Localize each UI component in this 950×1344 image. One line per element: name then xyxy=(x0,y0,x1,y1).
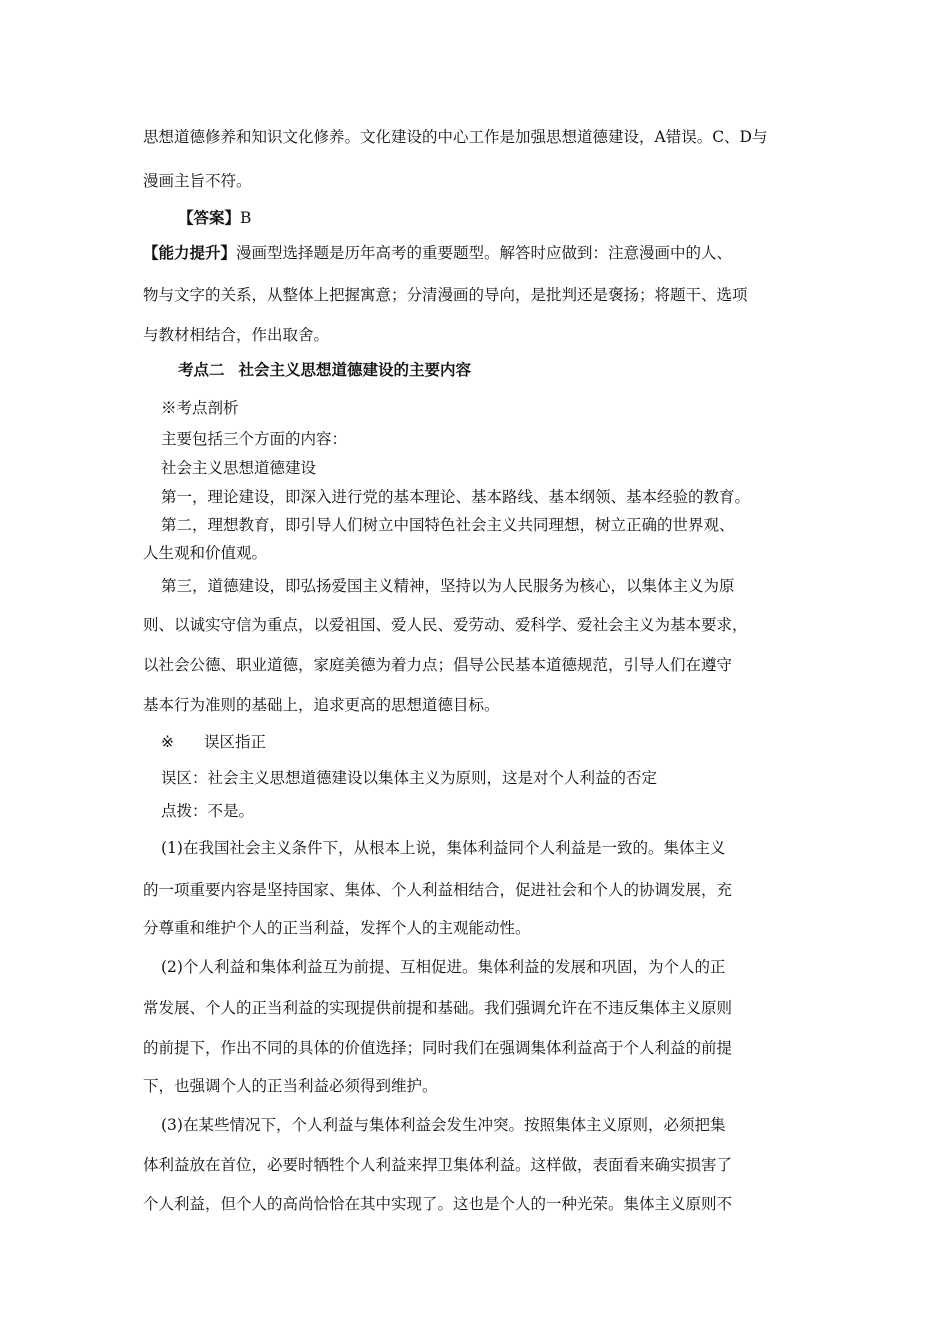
text-line: 个人利益，但个人的高尚恰恰在其中实现了。这也是个人的一种光荣。集体主义原则不 xyxy=(143,1195,733,1213)
text-line: 的前提下，作出不同的具体的价值选择；同时我们在强调集体利益高于个人利益的前提 xyxy=(143,1039,733,1057)
text-line: 常发展、个人的正当利益的实现提供前提和基础。我们强调允许在不违反集体主义原则 xyxy=(143,999,733,1017)
text-line: 思想道德修养和知识文化修养。文化建设的中心工作是加强思想道德建设，A错误。C、D与 xyxy=(143,128,768,146)
text-line: (3)在某些情况下，个人利益与集体利益会发生冲突。按照集体主义原则，必须把集 xyxy=(161,1116,726,1134)
text-line: 误区：社会主义思想道德建设以集体主义为原则，这是对个人利益的否定 xyxy=(161,769,658,787)
text-line: 以社会公德、职业道德，家庭美德为着力点；倡导公民基本道德规范，引导人们在遵守 xyxy=(143,656,733,674)
text-line: 第二，理想教育，即引导人们树立中国特色社会主义共同理想，树立正确的世界观、 xyxy=(161,516,735,534)
text-line: (1)在我国社会主义条件下，从根本上说，集体利益同个人利益是一致的。集体主义 xyxy=(161,839,726,857)
answer-line xyxy=(178,208,251,228)
text-line: 基本行为准则的基础上，追求更高的思想道德目标。 xyxy=(143,696,500,714)
mistake-heading xyxy=(161,732,266,752)
text-line: 物与文字的关系，从整体上把握寓意；分清漫画的导向，是批判还是褒扬；将题干、选项 xyxy=(143,286,748,304)
analysis-heading: ※考点剖析 xyxy=(161,399,239,417)
text-line: 则、以诚实守信为重点，以爱祖国、爱人民、爱劳动、爱科学、爱社会主义为基本要求， xyxy=(143,616,748,634)
text-line: 主要包括三个方面的内容： xyxy=(161,430,348,448)
text-line: 与教材相结合，作出取舍。 xyxy=(143,326,330,344)
text-line: 漫画主旨不符。 xyxy=(143,172,252,190)
section-heading xyxy=(178,360,471,380)
text-line: 体利益放在首位，必要时牺牲个人利益来捍卫集体利益。这样做，表面看来确实损害了 xyxy=(143,1156,733,1174)
text-line: 第一，理论建设，即深入进行党的基本理论、基本路线、基本纲领、基本经验的教育。 xyxy=(161,488,751,506)
text-line: 点拨：不是。 xyxy=(161,802,255,820)
text-line: 的一项重要内容是坚持国家、集体、个人利益相结合，促进社会和个人的协调发展，充 xyxy=(143,881,733,899)
text-line: 分尊重和维护个人的正当利益，发挥个人的主观能动性。 xyxy=(143,919,531,937)
ability-line: 【能力提升】漫画型选择题是历年高考的重要题型。解答时应做到：注意漫画中的人、 xyxy=(143,243,733,262)
answer-label: 【答案】 xyxy=(178,208,241,227)
ability-label: 【能力提升】 xyxy=(143,243,237,262)
section-title: 社会主义思想道德建设的主要内容 xyxy=(238,360,472,379)
answer-value: B xyxy=(240,209,252,227)
text-line: 第三，道德建设，即弘扬爱国主义精神，坚持以为人民服务为核心，以集体主义为原 xyxy=(161,577,735,595)
text-line: 人生观和价值观。 xyxy=(143,544,268,562)
text-line: (2)个人利益和集体利益互为前提、互相促进。集体利益的发展和巩固，为个人的正 xyxy=(161,958,726,976)
text-line: 下，也强调个人的正当利益必须得到维护。 xyxy=(143,1077,438,1095)
section-number: 考点二 xyxy=(178,360,225,379)
text-line: 社会主义思想道德建设 xyxy=(161,459,317,477)
reference-mark: ※ xyxy=(161,733,174,751)
mistake-title: 误区指正 xyxy=(204,733,267,751)
